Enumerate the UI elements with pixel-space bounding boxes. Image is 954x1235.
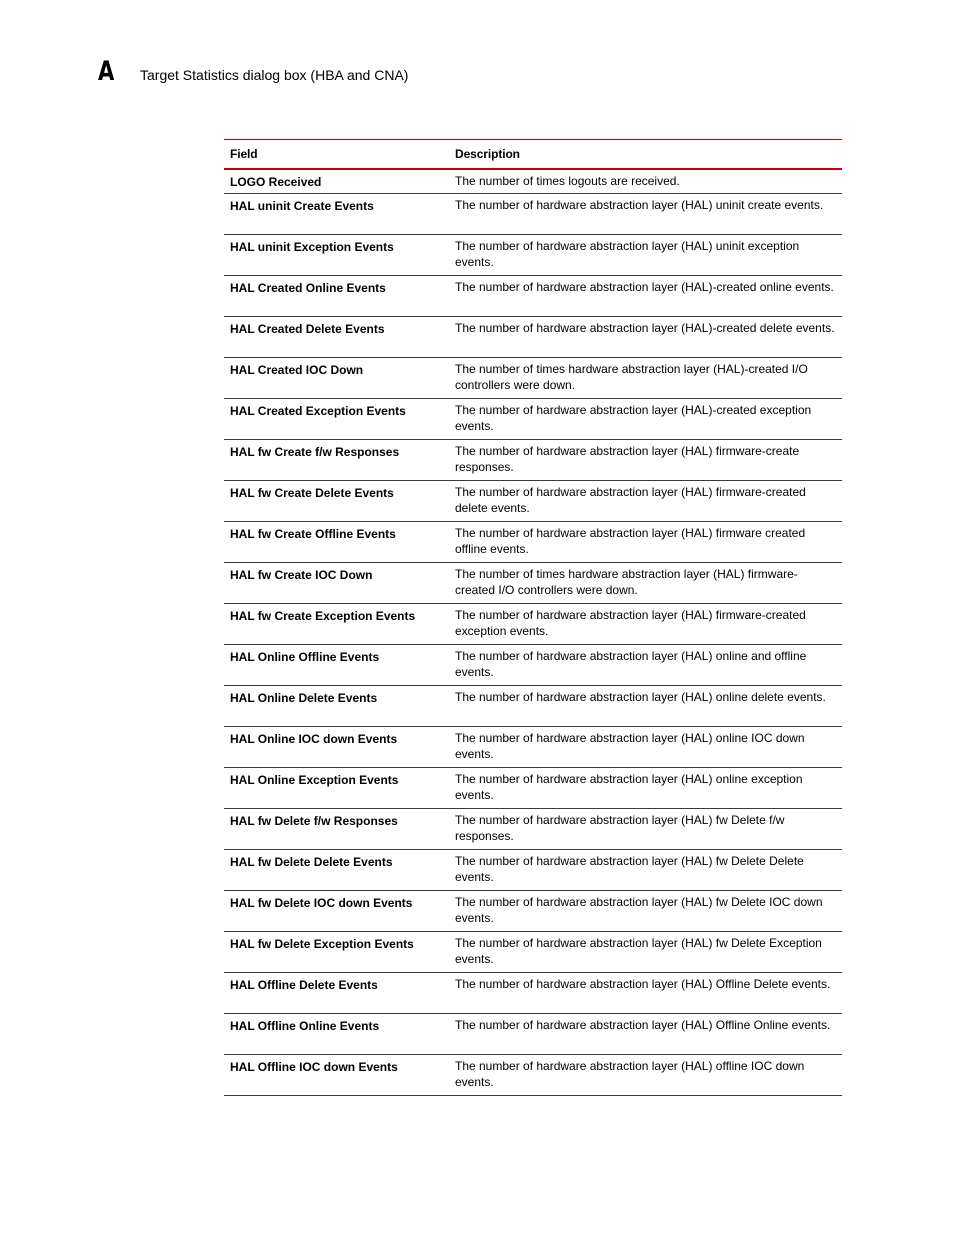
- field-description-cell: The number of hardware abstraction layer (HAL) firmware created offline events.: [455, 525, 806, 556]
- column-header-field: Field: [230, 147, 258, 161]
- table-row: [224, 849, 842, 890]
- field-name-cell: HAL fw Delete Exception Events: [230, 936, 414, 951]
- table-row: [224, 480, 842, 521]
- field-description-cell: The number of hardware abstraction layer (HAL) firmware-created exception events.: [455, 607, 806, 638]
- field-name-cell: HAL fw Delete Delete Events: [230, 854, 393, 869]
- table-row: [224, 357, 842, 398]
- table-row: [224, 234, 842, 275]
- table-row: [224, 1054, 842, 1095]
- field-name-cell: HAL Offline Online Events: [230, 1018, 380, 1033]
- section-title: Target Statistics dialog box (HBA and CNA): [140, 67, 409, 83]
- table-row: [224, 275, 842, 316]
- table-row: [224, 931, 842, 972]
- table-row: [224, 398, 842, 439]
- running-header: [98, 58, 408, 85]
- field-description-cell: The number of hardware abstraction layer (HAL) Offline Online events.: [455, 1017, 831, 1032]
- field-description-cell: The number of hardware abstraction layer (HAL)-created delete events.: [455, 320, 835, 335]
- field-description-cell: The number of hardware abstraction layer (HAL) Offline Delete events.: [455, 976, 831, 991]
- field-name-cell: HAL Offline Delete Events: [230, 977, 378, 992]
- field-name-cell: HAL Offline IOC down Events: [230, 1059, 398, 1074]
- field-description-cell: The number of hardware abstraction layer (HAL) online delete events.: [455, 689, 826, 704]
- field-name-cell: HAL fw Delete IOC down Events: [230, 895, 413, 910]
- field-name-cell: LOGO Received: [230, 175, 322, 189]
- field-name-cell: HAL Online Delete Events: [230, 690, 378, 705]
- table-row: [224, 439, 842, 480]
- table-row: [224, 193, 842, 234]
- field-name-cell: HAL fw Create Exception Events: [230, 608, 416, 623]
- table-row: [224, 685, 842, 726]
- field-description-cell: The number of hardware abstraction layer (HAL) online IOC down events.: [455, 730, 805, 761]
- field-description-cell: The number of hardware abstraction layer (HAL) offline IOC down events.: [455, 1058, 805, 1089]
- field-name-cell: HAL Online Offline Events: [230, 649, 380, 664]
- column-header-description: Description: [455, 147, 520, 161]
- field-description-cell: The number of hardware abstraction layer (HAL) fw Delete Exception events.: [455, 935, 822, 966]
- field-description-cell: The number of hardware abstraction layer (HAL) firmware-create responses.: [455, 443, 800, 474]
- statistics-table-container: [224, 139, 842, 1096]
- table-row: [224, 890, 842, 931]
- field-name-cell: HAL Created IOC Down: [230, 362, 364, 377]
- table-header-row: [224, 140, 842, 170]
- field-name-cell: HAL Online IOC down Events: [230, 731, 398, 746]
- field-description-cell: The number of hardware abstraction layer (HAL)-created online events.: [455, 279, 834, 294]
- table-row: [224, 726, 842, 767]
- field-name-cell: HAL Online Exception Events: [230, 772, 399, 787]
- field-description-cell: The number of hardware abstraction layer (HAL)-created exception events.: [455, 402, 812, 433]
- field-description-cell: The number of times logouts are received.: [455, 174, 680, 188]
- table-body: [224, 169, 842, 1095]
- field-name-cell: HAL Created Exception Events: [230, 403, 406, 418]
- field-name-cell: HAL fw Create f/w Responses: [230, 444, 400, 459]
- field-name-cell: HAL fw Create Offline Events: [230, 526, 396, 541]
- table-row: [224, 316, 842, 357]
- field-description-cell: The number of times hardware abstraction layer (HAL)-created I/O controllers were down.: [455, 361, 808, 392]
- field-name-cell: HAL uninit Exception Events: [230, 239, 394, 254]
- table-row: [224, 169, 842, 193]
- field-name-cell: HAL uninit Create Events: [230, 198, 374, 213]
- field-name-cell: HAL fw Create IOC Down: [230, 567, 373, 582]
- table-row: [224, 644, 842, 685]
- field-description-cell: The number of hardware abstraction layer (HAL) online and offline events.: [455, 648, 807, 679]
- table-row: [224, 521, 842, 562]
- table-header: [224, 140, 842, 170]
- field-name-cell: HAL fw Delete f/w Responses: [230, 813, 398, 828]
- field-description-cell: The number of hardware abstraction layer (HAL) online exception events.: [455, 771, 803, 802]
- statistics-table: [224, 139, 842, 1096]
- field-description-cell: The number of hardware abstraction layer (HAL) uninit exception events.: [455, 238, 800, 269]
- field-description-cell: The number of times hardware abstraction layer (HAL) firmware-created I/O controllers were down.: [455, 566, 798, 597]
- field-name-cell: HAL Created Online Events: [230, 280, 386, 295]
- field-description-cell: The number of hardware abstraction layer (HAL) fw Delete Delete events.: [455, 853, 804, 884]
- field-description-cell: The number of hardware abstraction layer (HAL) uninit create events.: [455, 197, 824, 212]
- field-description-cell: The number of hardware abstraction layer (HAL) fw Delete IOC down events.: [455, 894, 823, 925]
- table-row: [224, 972, 842, 1013]
- field-name-cell: HAL fw Create Delete Events: [230, 485, 394, 500]
- field-description-cell: The number of hardware abstraction layer (HAL) fw Delete f/w responses.: [455, 812, 785, 843]
- table-row: [224, 603, 842, 644]
- field-name-cell: HAL Created Delete Events: [230, 321, 385, 336]
- table-row: [224, 562, 842, 603]
- table-row: [224, 1013, 842, 1054]
- table-row: [224, 808, 842, 849]
- field-description-cell: The number of hardware abstraction layer (HAL) firmware-created delete events.: [455, 484, 806, 515]
- table-row: [224, 767, 842, 808]
- appendix-letter: A: [98, 56, 115, 87]
